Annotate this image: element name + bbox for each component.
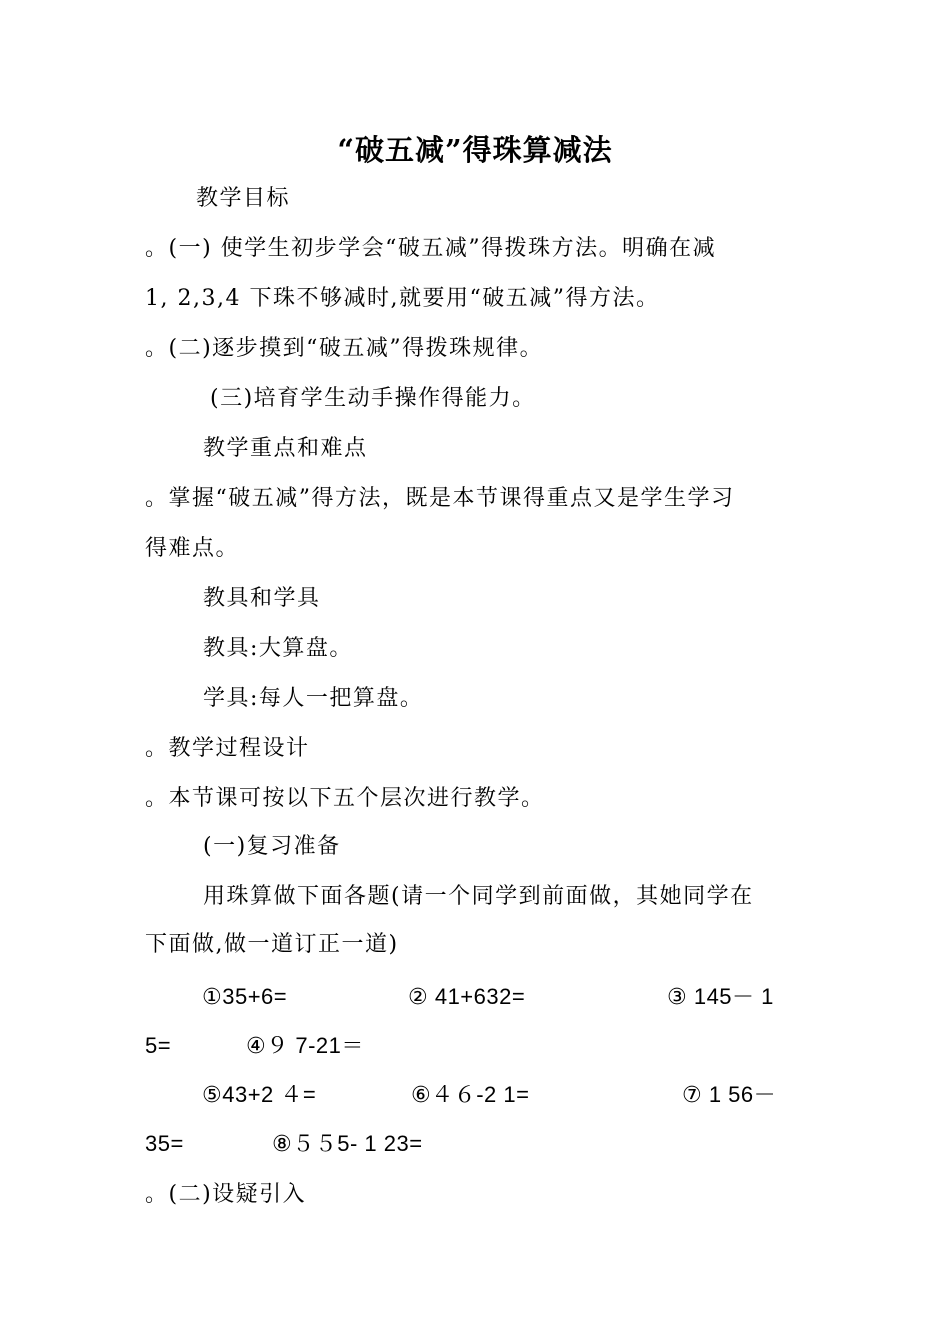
exercise-8: ⑧５５5- 1 23= [272, 1131, 423, 1156]
exercise-3-part-2: 5= [145, 1033, 172, 1058]
teaching-aid-teacher: 教具:大算盘。 [203, 636, 353, 661]
heading-teaching-goals: 教学目标 [196, 186, 291, 211]
process-intro: 。本节课可按以下五个层次进行教学。 [145, 786, 545, 811]
exercise-2: ② 41+632= [408, 984, 526, 1009]
exercise-5: ⑤43+2 ４= [202, 1082, 317, 1107]
exercise-4: ④９ 7-21＝ [246, 1033, 364, 1058]
exercise-7-part-2: 35= [145, 1131, 184, 1156]
exercise-6: ⑥４６-2 1= [411, 1082, 530, 1107]
heading-teaching-aids: 教具和学具 [203, 586, 321, 611]
teaching-aid-student: 学具:每人一把算盘。 [203, 686, 424, 711]
review-instruction-line-1: 用珠算做下面各题(请一个同学到前面做，其她同学在 [203, 884, 754, 909]
document-title: “破五减”得珠算减法 [337, 133, 613, 167]
key-points-line-2: 得难点。 [145, 536, 240, 561]
key-points-line-1: 。掌握“破五减”得方法，既是本节课得重点又是学生学习 [145, 486, 735, 511]
heading-process-design: 。教学过程设计 [145, 736, 310, 761]
section-questioning: 。(二)设疑引入 [145, 1182, 307, 1207]
exercise-7-part-1: ⑦ 1 56－ [682, 1082, 777, 1107]
review-instruction-line-2: 下面做,做一道订正一道) [145, 932, 399, 957]
goal-1-line-1: 。(一) 使学生初步学会“破五减”得拨珠方法。明确在减 [145, 236, 717, 261]
exercise-3-part-1: ③ 145－ 1 [667, 984, 774, 1009]
section-review: (一)复习准备 [203, 834, 341, 859]
goal-3: (三)培育学生动手操作得能力。 [210, 386, 536, 411]
exercise-1: ①35+6= [202, 984, 288, 1009]
heading-key-points: 教学重点和难点 [203, 436, 368, 461]
goal-1-line-2: 1, 2,3,4 下珠不够减时,就要用“破五减”得方法。 [145, 286, 660, 311]
goal-2: 。(二)逐步摸到“破五减”得拨珠规律。 [145, 336, 544, 361]
